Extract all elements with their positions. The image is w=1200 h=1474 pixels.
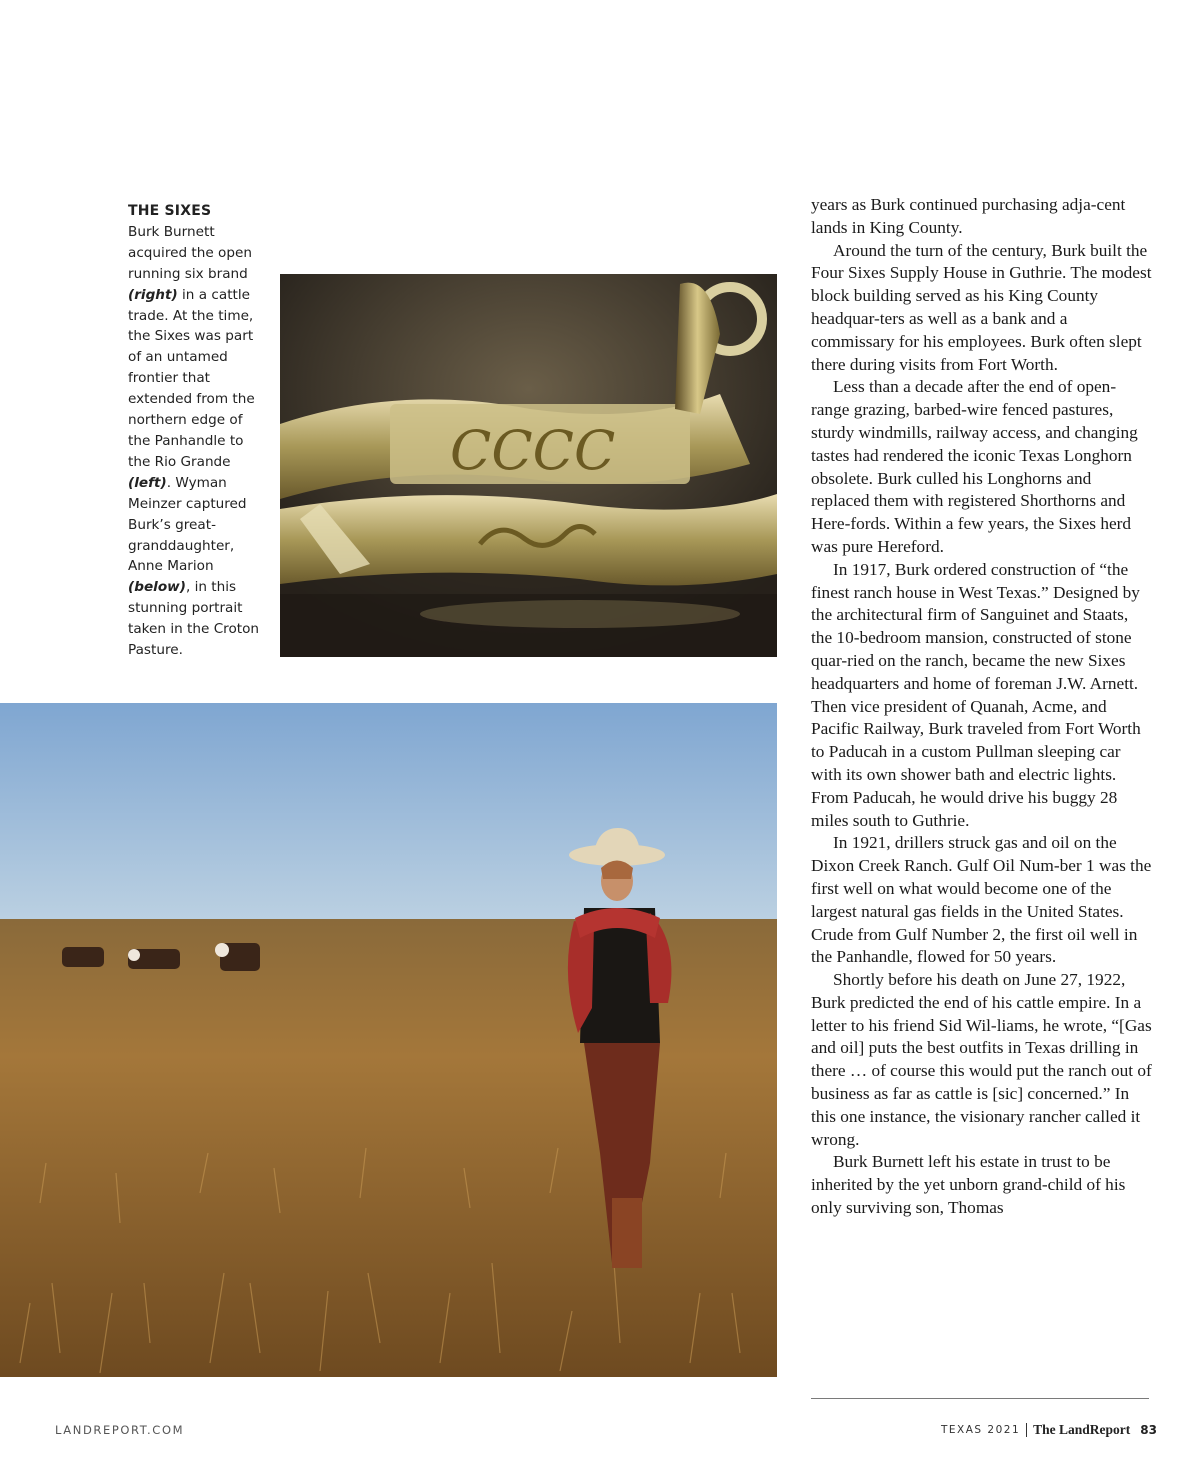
article-paragraph: In 1921, drillers struck gas and oil on the Dixon Creek Ranch. Gulf Oil Num-ber 1 was the first well on what would become one of the largest natural gas fields in the United States. Crude from Gulf Number 2, the first oil well in the Panhandle, flowed for 50 years. <box>811 833 1152 967</box>
article-body <box>811 194 1153 1220</box>
caption-text-1: Burk Burnett acquired the open running six brand <box>128 223 252 282</box>
caption-text-2: in a cattle trade. At the time, the Sixes was part of an untamed frontier that extended from the northern edge of the Panhandle to the Rio Grande <box>128 286 255 470</box>
spurs-photo <box>280 274 777 657</box>
page-number: 83 <box>1140 1423 1157 1437</box>
footer-separator <box>1026 1423 1027 1437</box>
footer-site: LANDREPORT.COM <box>55 1423 185 1437</box>
brand-mark: CCCC <box>450 419 616 482</box>
footer-rule <box>811 1398 1149 1399</box>
caption-text-3: . Wyman Meinzer captured Burk’s great-granddaughter, Anne Marion <box>128 474 247 575</box>
pasture-illustration <box>0 703 777 1377</box>
article-paragraph: In 1917, Burk ordered construction of “the finest ranch house in West Texas.” Designed by the architectural firm of Sanguinet and Staats, the 10-bedroom mansion, constructed of stone quar-ried on the ranch, became the new Sixes headquarters and home of foreman J.W. Arnett. Then vice president of Quanah, Acme, and Pacific Railway, Burk traveled from Fort Worth to Paducah in a custom Pullman sleeping car with its own shower bath and electric lights. From Paducah, he would drive his buggy 28 miles south to Guthrie. <box>811 559 1141 830</box>
article-paragraph: Burk Burnett left his estate in trust to be inherited by the yet unborn grand-child of his only surviving son, Thomas <box>811 1152 1126 1218</box>
ranch-portrait-photo <box>0 703 777 1377</box>
article-paragraph: Shortly before his death on June 27, 1922, Burk predicted the end of his cattle empire. In a letter to his friend Sid Wil-liams, he wrote, “[Gas and oil] puts the best outfits in Texas drilling in there … of course this would put the ranch out of business as far as cattle is [sic] concerned.” In this one instance, the visionary rancher called it wrong. <box>811 970 1152 1149</box>
caption-ref-left: (left) <box>128 474 167 491</box>
caption-title: THE SIXES <box>128 203 212 219</box>
caption-ref-below: (below) <box>128 579 186 596</box>
caption-ref-right: (right) <box>128 286 178 303</box>
article-paragraph: Less than a decade after the end of open-range grazing, barbed-wire fenced pastures, sturdy windmills, railway access, and changing tastes had rendered the iconic Texas Longhorn obsolete. Burk culled his Longhorns and replaced them with registered Shorthorns and Here-fords. Within a few years, the Sixes herd was pure Hereford. <box>811 377 1138 556</box>
footer-issue: TEXAS 2021 <box>941 1424 1021 1436</box>
footer-brand: The LandReport <box>1033 1422 1131 1437</box>
footer-folio <box>941 1422 1157 1438</box>
article-paragraph: Around the turn of the century, Burk built the Four Sixes Supply House in Guthrie. The modest block building served as his King County headquar-ters as well as a bank and a commissary for his employees. Burk often slept there during visits from Fort Worth. <box>811 240 1152 374</box>
caption-text-4: , in this stunning portrait taken in the Croton Pasture. <box>128 579 260 659</box>
article-paragraph: years as Burk continued purchasing adja-cent lands in King County. <box>811 195 1126 237</box>
photo-caption <box>128 201 263 661</box>
spurs-illustration <box>280 274 777 657</box>
